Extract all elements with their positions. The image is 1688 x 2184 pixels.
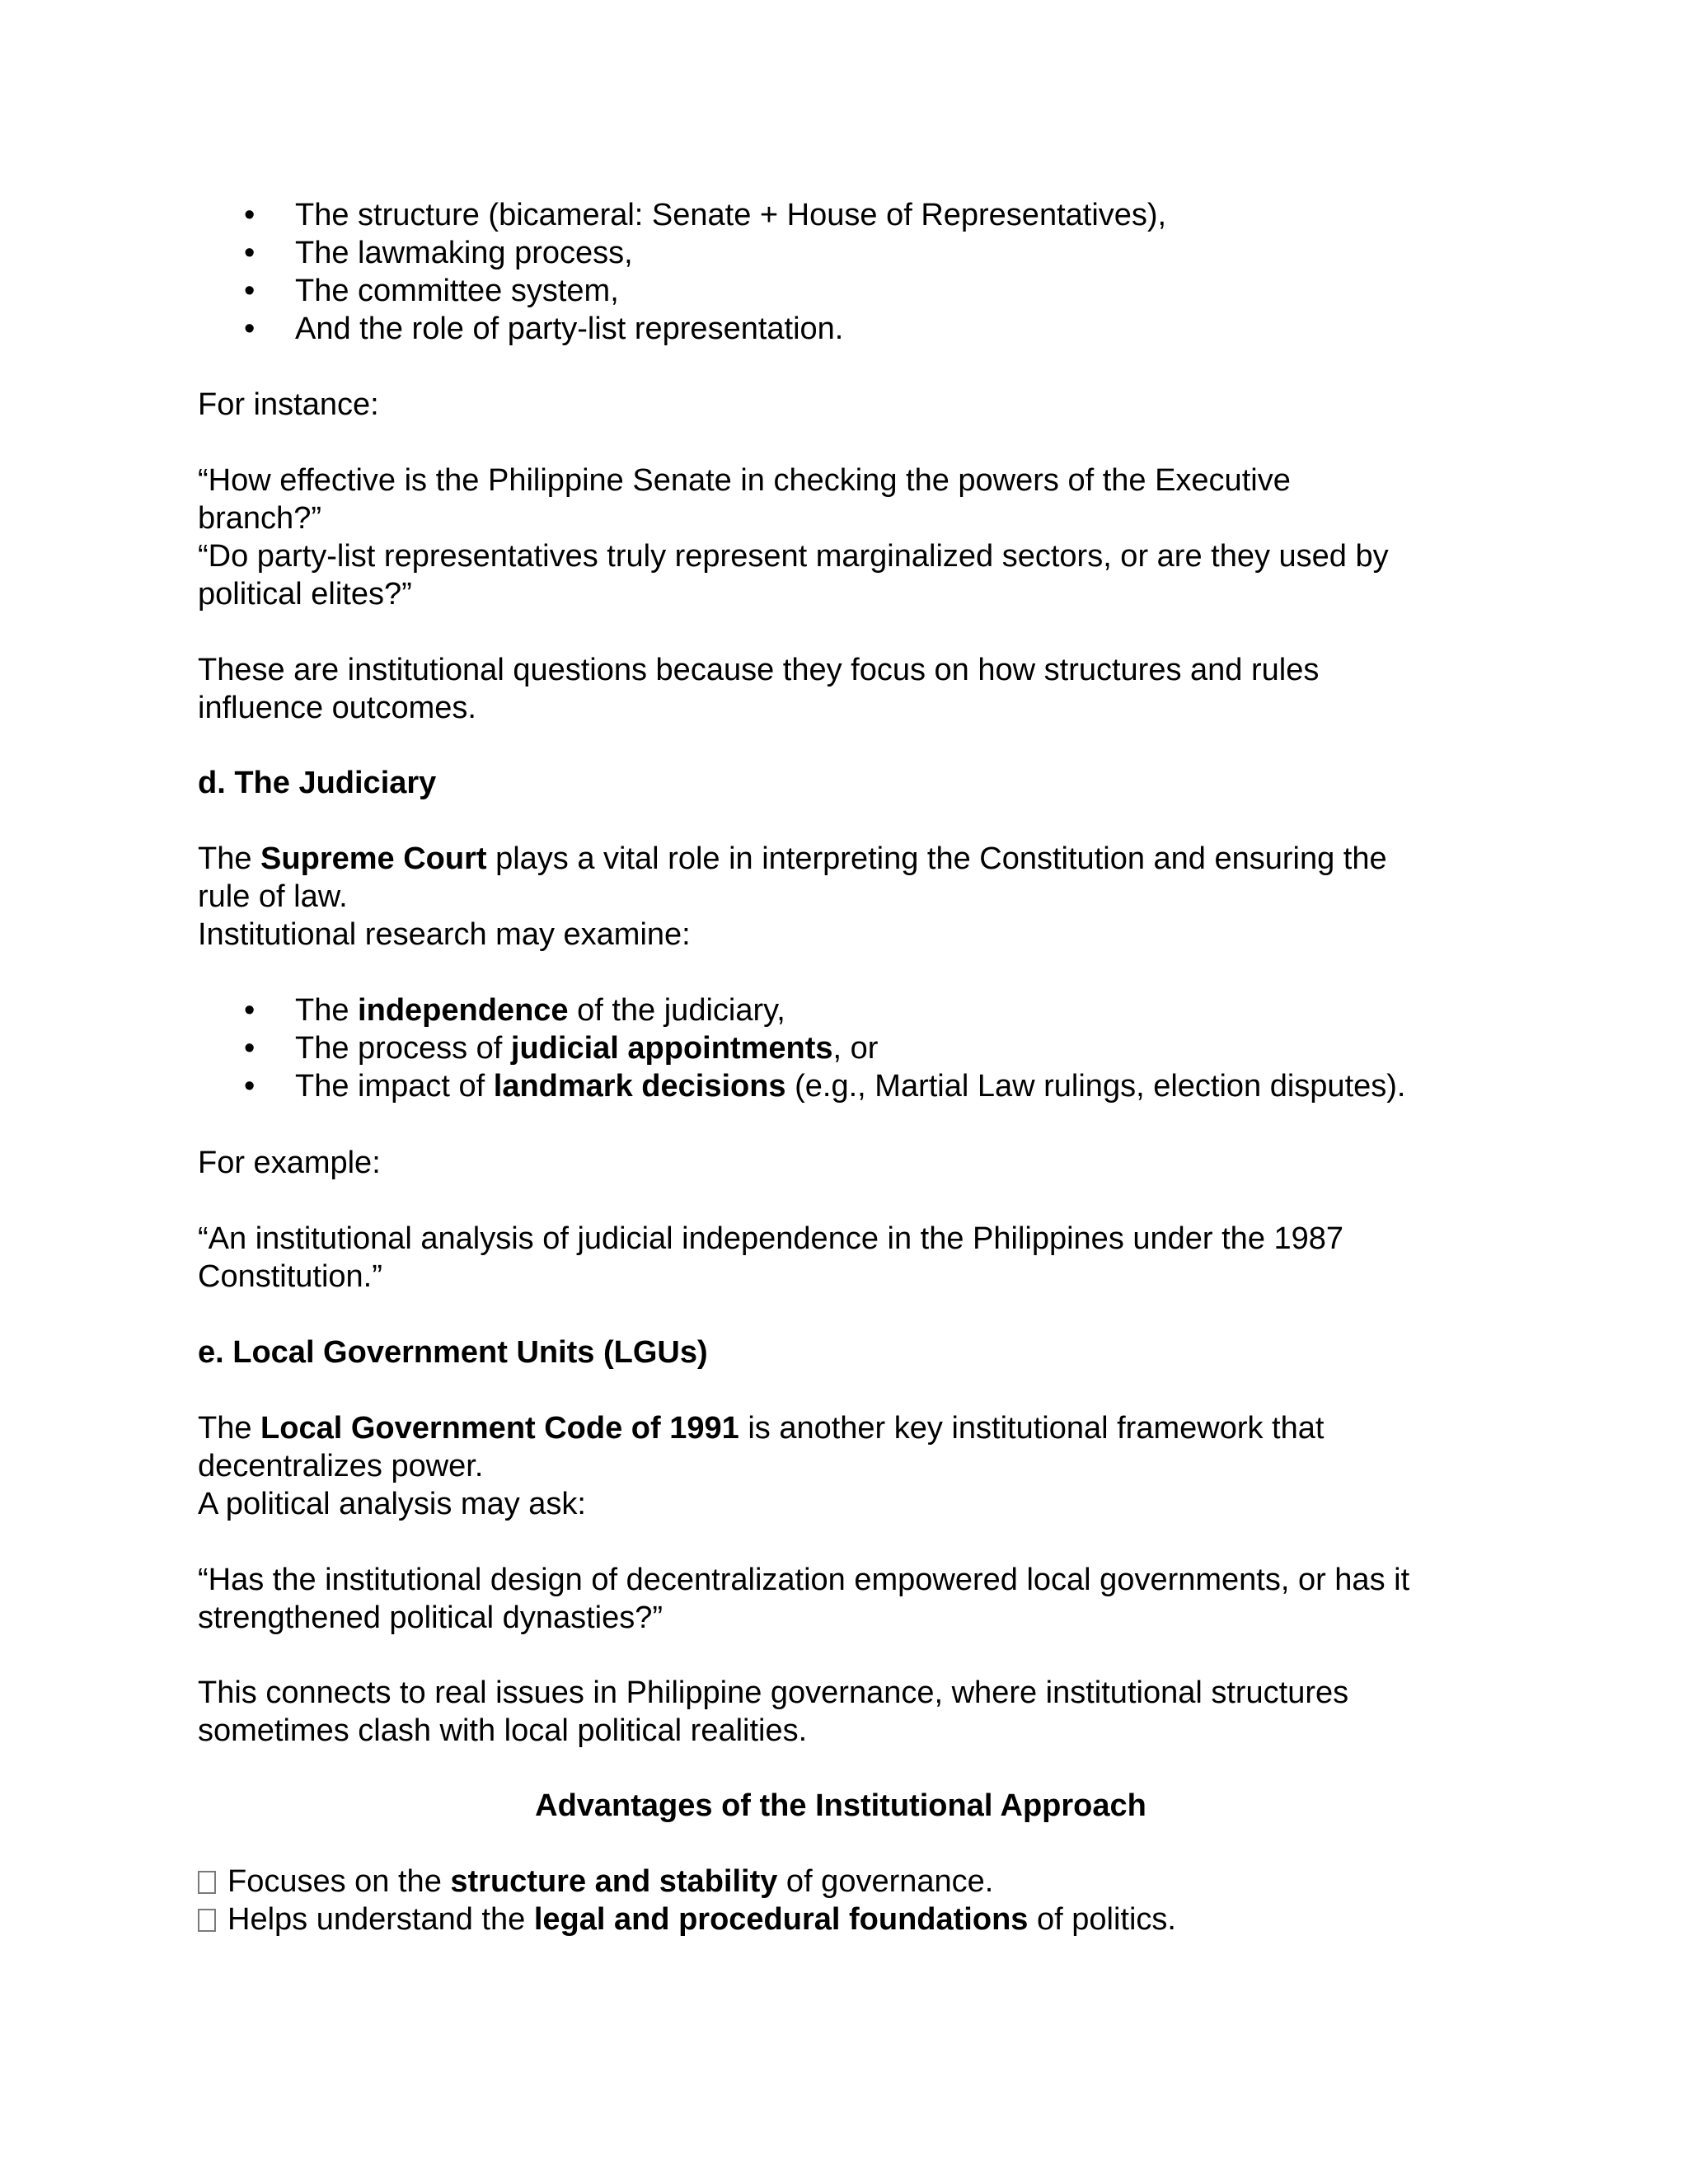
text-run: (e.g., Martial Law rulings, election disputes).	[785, 1069, 1406, 1104]
list-item	[198, 196, 1484, 234]
judiciary-research-list	[198, 991, 1484, 1105]
list-item-text: The structure (bicameral: Senate + House of Representatives),	[295, 198, 1167, 232]
text-run: Focuses on the	[227, 1864, 451, 1899]
list-item	[198, 1067, 1484, 1105]
list-item	[198, 991, 1484, 1029]
paragraph-line: decentralizes power.	[198, 1449, 484, 1483]
paragraph-line: A political analysis may ask:	[198, 1487, 586, 1521]
supreme-court-paragraph	[198, 840, 1484, 954]
list-item	[198, 1863, 1484, 1900]
text-run: of governance.	[777, 1864, 994, 1899]
section-heading-lgus	[198, 1333, 1484, 1371]
local-government-code-paragraph	[198, 1409, 1484, 1523]
list-item	[198, 234, 1484, 272]
example-quote	[198, 1220, 1484, 1296]
list-item-text: And the role of party-list representation.	[295, 312, 844, 346]
text-run: The	[295, 993, 359, 1028]
paragraph-line: Institutional research may examine:	[198, 917, 691, 952]
paragraph-line: rule of law.	[198, 879, 348, 914]
paragraph-line	[198, 1409, 1484, 1447]
bullet-icon: •	[244, 236, 256, 270]
bold-text-run: landmark decisions	[493, 1069, 786, 1104]
text-run: The process of	[295, 1031, 511, 1066]
section-heading-judiciary	[198, 764, 1484, 802]
bullet-icon: •	[244, 1069, 256, 1104]
bold-text-run: independence	[358, 993, 569, 1028]
quote-line: Constitution.”	[198, 1259, 382, 1294]
for-example-paragraph	[198, 1144, 1484, 1182]
bullet-icon: •	[244, 1031, 256, 1066]
paragraph-line: For instance:	[198, 387, 379, 422]
paragraph-line: For example:	[198, 1146, 381, 1180]
governance-connection-paragraph	[198, 1674, 1484, 1750]
bold-text-run: Supreme Court	[260, 841, 487, 876]
paragraph-line: This connects to real issues in Philippine governance, where institutional structures	[198, 1675, 1349, 1710]
legislature-aspects-list	[198, 196, 1484, 348]
heading-text: d. The Judiciary	[198, 766, 437, 800]
list-item	[198, 310, 1484, 348]
quote-line: strengthened political dynasties?”	[198, 1601, 663, 1635]
text-run: of the judiciary,	[568, 993, 785, 1028]
checkbox-glyph-icon	[198, 1909, 216, 1932]
bullet-icon: •	[244, 274, 256, 308]
advantages-heading: Advantages of the Institutional Approach	[535, 1788, 1146, 1823]
quote-line: “Has the institutional design of decentralization empowered local governments, or has it	[198, 1563, 1410, 1597]
list-item	[198, 272, 1484, 310]
institutional-questions-paragraph	[198, 651, 1484, 727]
bold-text-run: legal and procedural foundations	[533, 1902, 1029, 1937]
bullet-icon: •	[244, 198, 256, 232]
bullet-icon: •	[244, 993, 256, 1028]
list-item-text: The lawmaking process,	[295, 236, 633, 270]
bold-text-run: structure and stability	[450, 1864, 778, 1899]
text-run: The	[198, 841, 261, 876]
quote-line: political elites?”	[198, 577, 412, 612]
paragraph-line: These are institutional questions because they focus on how structures and rules	[198, 653, 1320, 687]
text-run: Helps understand the	[227, 1902, 534, 1937]
list-item-text: The committee system,	[295, 274, 619, 308]
paragraph-line: sometimes clash with local political realities.	[198, 1713, 808, 1748]
decentralization-question	[198, 1561, 1484, 1637]
paragraph-line: influence outcomes.	[198, 691, 476, 725]
list-item	[198, 1029, 1484, 1067]
text-run: The	[198, 1411, 261, 1446]
paragraph-line	[198, 840, 1484, 878]
text-run: , or	[832, 1031, 879, 1066]
advantages-list	[198, 1863, 1484, 1938]
bold-text-run: Local Government Code of 1991	[260, 1411, 739, 1446]
text-run: plays a vital role in interpreting the Constitution and ensuring the	[486, 841, 1387, 876]
checkbox-glyph-icon	[198, 1871, 216, 1894]
for-instance-paragraph	[198, 386, 1484, 424]
list-item	[198, 1900, 1484, 1938]
quote-line: “Do party-list representatives truly represent marginalized sectors, or are they used by	[198, 539, 1389, 574]
heading-text: e. Local Government Units (LGUs)	[198, 1335, 708, 1370]
quote-line: “How effective is the Philippine Senate in checking the powers of the Executive	[198, 463, 1291, 498]
quote-line: “An institutional analysis of judicial independence in the Philippines under the 1987	[198, 1221, 1344, 1256]
bullet-icon: •	[244, 312, 256, 346]
example-questions	[198, 462, 1484, 613]
text-run: of politics.	[1028, 1902, 1176, 1937]
text-run: is another key institutional framework that	[738, 1411, 1325, 1446]
text-run: The impact of	[295, 1069, 494, 1104]
quote-line: branch?”	[198, 501, 321, 536]
bold-text-run: judicial appointments	[510, 1031, 833, 1066]
